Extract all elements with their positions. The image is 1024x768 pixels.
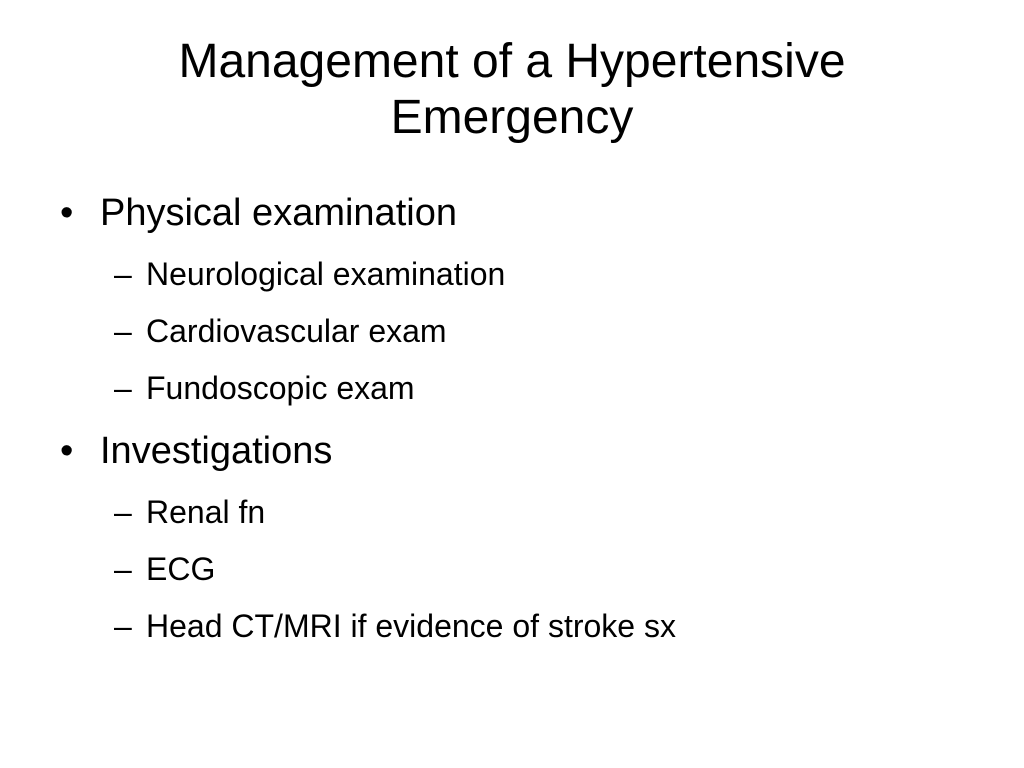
dash-marker: – (114, 551, 132, 587)
bullet-label: Physical examination (100, 192, 457, 234)
sub-item-label: Head CT/MRI if evidence of stroke sx (146, 608, 676, 644)
bullet-investigations (60, 429, 332, 473)
sub-item-fundoscopic-exam (114, 369, 415, 407)
sub-item-label: Fundoscopic exam (146, 370, 415, 406)
sub-item-label: Neurological examination (146, 256, 506, 292)
sub-item-neurological-examination (114, 255, 505, 293)
sub-item-label: Cardiovascular exam (146, 313, 447, 349)
dash-marker: – (114, 370, 132, 406)
sub-item-ecg (114, 550, 215, 588)
sub-item-renal-fn (114, 493, 265, 531)
title-line-2: Emergency (390, 91, 634, 144)
bullet-marker: • (60, 430, 74, 472)
sub-item-cardiovascular-exam (114, 312, 447, 350)
dash-marker: – (114, 256, 132, 292)
title-line-1: Management of a Hypertensive (178, 35, 846, 88)
bullet-label: Investigations (100, 430, 333, 472)
dash-marker: – (114, 494, 132, 530)
dash-marker: – (114, 313, 132, 349)
sub-item-head-ct-mri (114, 607, 676, 645)
sub-item-label: ECG (146, 551, 216, 587)
sub-item-label: Renal fn (146, 494, 266, 530)
bullet-physical-examination (60, 191, 457, 235)
dash-marker: – (114, 608, 132, 644)
bullet-marker: • (60, 192, 74, 234)
